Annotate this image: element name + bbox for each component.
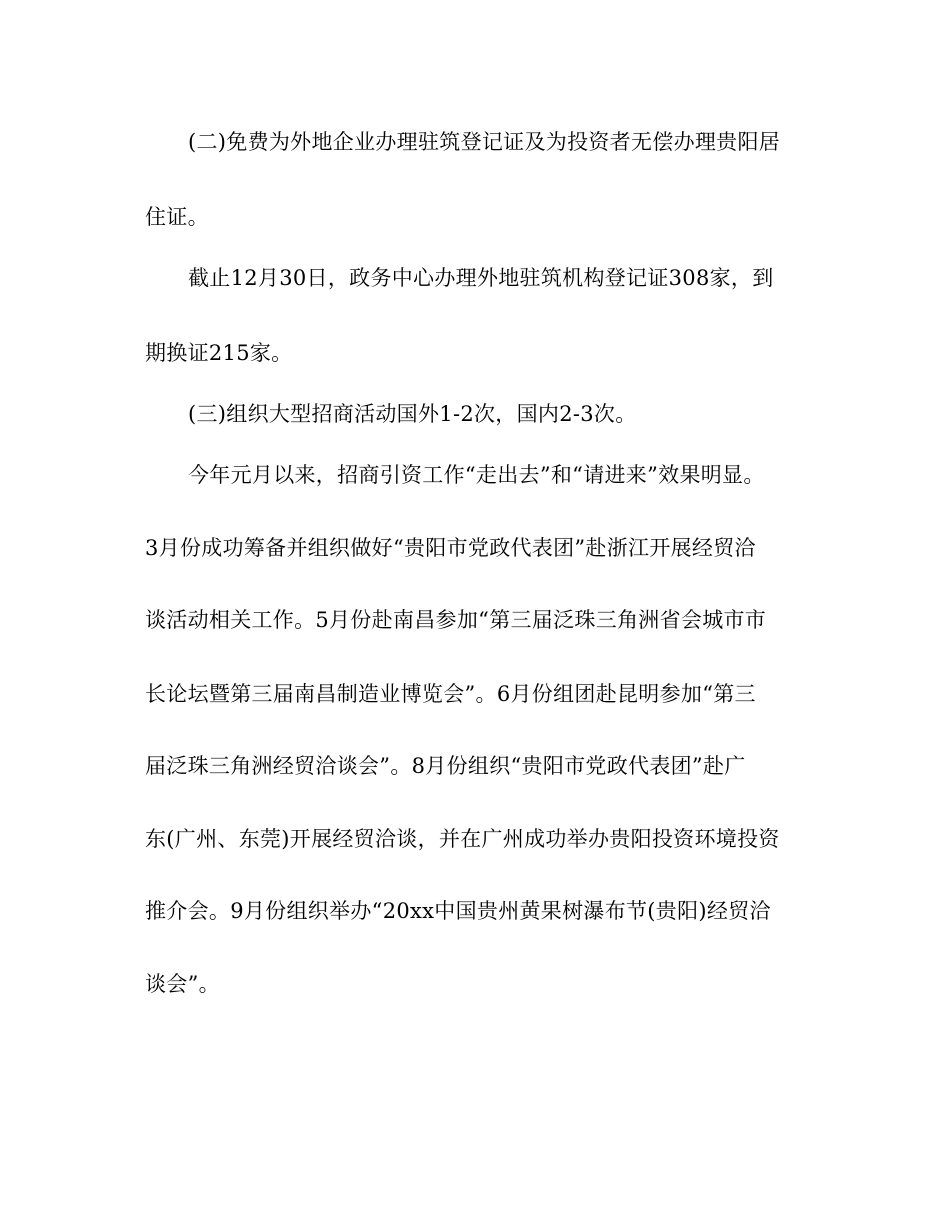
paragraph-line: (二)免费为外地企业办理驻筑登记证及为投资者无偿办理贵阳居 bbox=[188, 130, 781, 154]
paragraph-line: 推介会。9月份组织举办“20xx中国贵州黄果树瀑布节(贵阳)经贸洽 bbox=[145, 899, 771, 923]
paragraph-line: 期换证215家。 bbox=[145, 341, 293, 365]
paragraph-line: 今年元月以来，招商引资工作“走出去”和“请进来”效果明显。 bbox=[188, 463, 765, 487]
paragraph-line: 3月份成功筹备并组织做好“贵阳市党政代表团”赴浙江开展经贸洽 bbox=[145, 536, 756, 560]
paragraph-line: 谈活动相关工作。5月份赴南昌参加“第三届泛珠三角洲省会城市市 bbox=[145, 608, 767, 632]
paragraph-line: 谈会”。 bbox=[145, 972, 220, 996]
paragraph-line: 住证。 bbox=[145, 205, 209, 229]
paragraph-line: (三)组织大型招商活动国外1-2次，国内2-3次。 bbox=[188, 402, 637, 426]
paragraph-line: 届泛珠三角洲经贸洽谈会”。8月份组织“贵阳市党政代表团”赴广 bbox=[145, 754, 746, 778]
paragraph-line: 截止12月30日，政务中心办理外地驻筑机构登记证308家，到 bbox=[188, 266, 774, 290]
paragraph-line: 东(广州、东莞)开展经贸洽谈，并在广州成功举办贵阳投资环境投资 bbox=[145, 827, 780, 851]
paragraph-line: 长论坛暨第三届南昌制造业博览会”。6月份组团赴昆明参加“第三 bbox=[145, 682, 756, 706]
